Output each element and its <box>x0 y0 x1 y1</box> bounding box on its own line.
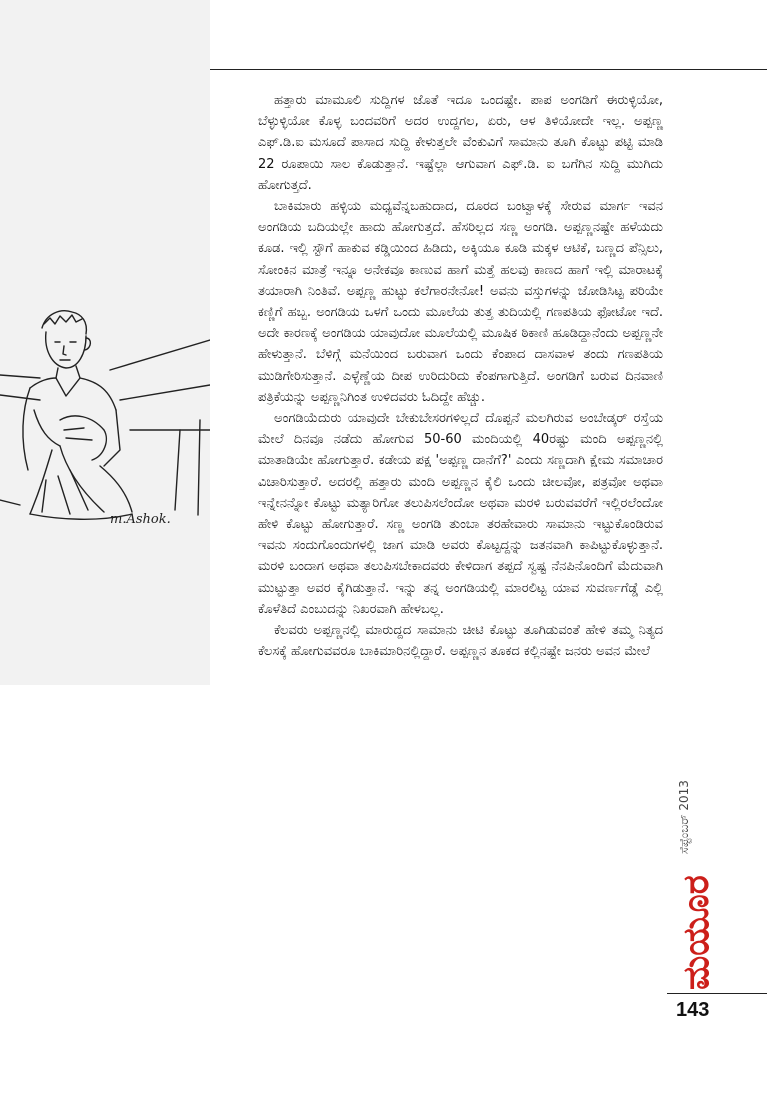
magazine-sidebar <box>671 750 717 990</box>
article-body <box>258 90 663 662</box>
top-divider <box>210 69 767 70</box>
paragraph-2: ಬಾಕಿಮಾರು ಹಳ್ಳಿಯ ಮಧ್ಯವೆನ್ನಬಹುದಾದ, ದೂರದ ಬಂಟ್ವಾಳಕ್ಕೆ ಸೇರುವ ಮಾರ್ಗ ಇವನ ಅಂಗಡಿಯ ಬದಿಯಲ್ಲೇ ಹಾದು ಹೋಗುತ್ತದೆ. ಹೆಸರಿಲ್ಲದ ಸಣ್ಣ ಅಂಗಡಿ. ಅಪ್ಪಣ್ಣನಷ್ಟೇ ಹಳೆಯದು ಕೂಡ. ಇಲ್ಲಿ ಸ್ಟೌಗೆ ಹಾಕುವ ಕಡ್ಡಿಯಿಂದ ಹಿಡಿದು, ಅಕ್ಕಿಯೂ ಕೂಡಿ ಮಕ್ಕಳ ಆಟಿಕೆ, ಬಣ್ಣದ ಪೆನ್ಸಿಲು, ಸೋಂಕಿನ ಮಾತ್ರೆ ಇನ್ನೂ ಅನೇಕವೂ ಕಾಣುವ ಹಾಗೆ ಮತ್ತೆ ಹಲವು ಕಾಣದ ಹಾಗೆ ಇಲ್ಲಿ ಮಾರಾಟಕ್ಕೆ ತಯಾರಾಗಿ ನಿಂತಿವೆ. ಅಪ್ಪಣ್ಣ ಹುಟ್ಟು ಕಲೆಗಾರನೇನೋ! ಅವನು ವಸ್ತುಗಳನ್ನು ಜೋಡಿಸಿಟ್ಟ ಪರಿಯೇ ಕಣ್ಣಿಗೆ ಹಬ್ಬ. ಅಂಗಡಿಯ ಒಳಗೆ ಒಂದು ಮೂಲೆಯ ತುತ್ತ ತುದಿಯಲ್ಲಿ ಗಣಪತಿಯ ಫೋಟೋ ಇದೆ. ಅದೇ ಕಾರಣಕ್ಕೆ ಅಂಗಡಿಯ ಯಾವುದೋ ಮೂಲೆಯಲ್ಲಿ ಮೂಷಿಕ ಠಿಕಾಣಿ ಹೂಡಿದ್ದಾನೆಂದು ಅಪ್ಪಣ್ಣನೇ ಹೇಳುತ್ತಾನೆ. ಬೆಳಿಗ್ಗೆ ಮನೆಯಿಂದ ಬರುವಾಗ ಒಂದು ಕೆಂಪಾದ ದಾಸವಾಳ ತಂದು ಗಣಪತಿಯ ಮುಡಿಗೇರಿಸುತ್ತಾನೆ. ಎಳ್ಳೆಣ್ಣೆಯ ದೀಪ ಉರಿದುರಿದು ಕೆಂಪಗಾಗುತ್ತಿದೆ. ಅಂಗಡಿಗೆ ಬರುವ ದಿನವಾಣಿ ಪತ್ರಿಕೆಯನ್ನು ಅಪ್ಪಣ್ಣನಿಗಿಂತ ಉಳಿದವರು ಓದಿದ್ದೇ ಹೆಚ್ಚು. <box>258 199 663 405</box>
page-number: 143 <box>676 999 710 1021</box>
issue-month: ಸೆಪ್ಟೆಂಬರ್ <box>677 814 691 854</box>
illustration-panel <box>0 0 210 685</box>
footer-divider <box>667 993 767 994</box>
issue-date <box>677 780 691 854</box>
artist-signature: m.Ashok. <box>110 512 171 527</box>
issue-year: 2013 <box>677 780 691 811</box>
paragraph-3: ಅಂಗಡಿಯೆದುರು ಯಾವುದೇ ಬೇಕುಬೇಸರಗಳಿಲ್ಲದೆ ದೊಪ್ಪನೆ ಮಲಗಿರುವ ಅಂಬೇಡ್ಕರ್ ರಸ್ತೆಯ ಮೇಲೆ ದಿನವೂ ನಡೆದು ಹೋಗುವ 50-60 ಮಂದಿಯಲ್ಲಿ 40ರಷ್ಟು ಮಂದಿ ಅಪ್ಪಣ್ಣನಲ್ಲಿ ಮಾತಾಡಿಯೇ ಹೋಗುತ್ತಾರೆ. ಕಡೇಯ ಪಕ್ಷ 'ಅಪ್ಪಣ್ಣ ದಾನೆಗೆ?' ಎಂದು ಸಣ್ಣದಾಗಿ ಕ್ಷೇಮ ಸಮಾಚಾರ ವಿಚಾರಿಸುತ್ತಾರೆ. ಅದರಲ್ಲಿ ಹತ್ತಾರು ಮಂದಿ ಅಪ್ಪಣ್ಣನ ಕೈಲಿ ಒಂದು ಚೀಲವೋ, ಪತ್ರವೋ ಅಥವಾ ಇನ್ನೇನನ್ನೋ ಕೊಟ್ಟು ಮತ್ಯಾರಿಗೋ ತಲುಪಿಸಲೆಂದೋ ಅಥವಾ ಮರಳಿ ಬರುವವರೆಗೆ ಇಲ್ಲಿರಲೆಂದೋ ಹೇಳಿ ಕೊಟ್ಟು ಹೋಗುತ್ತಾರೆ. ಸಣ್ಣ ಅಂಗಡಿ ತುಂಬಾ ತರಹೇವಾರು ಸಾಮಾನು ಇಟ್ಟುಕೊಂಡಿರುವ ಇವನು ಸಂದುಗೊಂದುಗಳಲ್ಲಿ ಜಾಗ ಮಾಡಿ ಅವರು ಕೊಟ್ಟದ್ದನ್ನು ಜತನವಾಗಿ ಕಾಪಿಟ್ಟುಕೊಳ್ಳುತ್ತಾನೆ. ಮರಳಿ ಬಂದಾಗ ಅಥವಾ ತಲುಪಿಸಬೇಕಾದವರು ಕೇಳಿದಾಗ ತಪ್ಪದೆ ಸ್ವಷ್ಟ ನೆನಪಿನೊಂದಿಗೆ ಮೆದುವಾಗಿ ಮುಟ್ಟುತ್ತಾ ಅವರ ಕೈಗಿಡುತ್ತಾನೆ. ಇನ್ನು ತನ್ನ ಅಂಗಡಿಯಲ್ಲಿ ಮಾರಲಿಟ್ಟ ಯಾವ ಸುವರ್ಣಗೆಡ್ಡೆ ಎಲ್ಲಿ ಕೊಳೆತಿದೆ ಎಂಬುದನ್ನು ನಿಖರವಾಗಿ ಹೇಳಬಲ್ಲ. <box>258 411 663 617</box>
paragraph-4: ಕೆಲವರು ಅಪ್ಪಣ್ಣನಲ್ಲಿ ಮಾರುದ್ದದ ಸಾಮಾನು ಚೀಟಿ ಕೊಟ್ಟು ತೂಗಿಡುವಂತೆ ಹೇಳಿ ತಮ್ಮ ನಿತ್ಯದ ಕೆಲಸಕ್ಕೆ ಹೋಗುವವರೂ ಬಾಕಿಮಾರಿನಲ್ಲಿದ್ದಾರೆ. ಅಪ್ಪಣ್ಣನ ತೂಕದ ಕಲ್ಲಿನಷ್ಟೇ ಜನರು ಅವನ ಮೇಲೆ <box>258 623 663 660</box>
magazine-title: ಮಯೂರ <box>676 875 717 990</box>
man-sitting-sketch <box>0 300 210 540</box>
paragraph-1: ಹತ್ತಾರು ಮಾಮೂಲಿ ಸುದ್ದಿಗಳ ಜೊತೆ ಇದೂ ಒಂದಷ್ಟೇ. ಪಾಪ ಅಂಗಡಿಗೆ ಈರುಳ್ಳಿಯೋ, ಬೆಳ್ಳುಳ್ಳಿಯೋ ಕೊಳ್ಳ ಬಂದವರಿಗೆ ಅದರ ಉದ್ದಗಲ, ಏರು, ಆಳ ತಿಳಿಯೋದೇ ಇಲ್ಲ. ಅಪ್ಪಣ್ಣ ಎಫ್.ಡಿ.ಐ ಮಸೂದೆ ಪಾಸಾದ ಸುದ್ದಿ ಕೇಳುತ್ತಲೇ ವೆಂಕುವಿಗೆ ಸಾಮಾನು ತೂಗಿ ಕೊಟ್ಟು ಪಟ್ಟಿ ಮಾಡಿ 22 ರೂಪಾಯಿ ಸಾಲ ಕೊಡುತ್ತಾನೆ. ಇಷ್ಟೆಲ್ಲಾ ಆಗುವಾಗ ಎಫ್.ಡಿ. ಐ ಬಗೆಗಿನ ಸುದ್ದಿ ಮುಗಿದು ಹೋಗುತ್ತದೆ. <box>258 93 663 193</box>
